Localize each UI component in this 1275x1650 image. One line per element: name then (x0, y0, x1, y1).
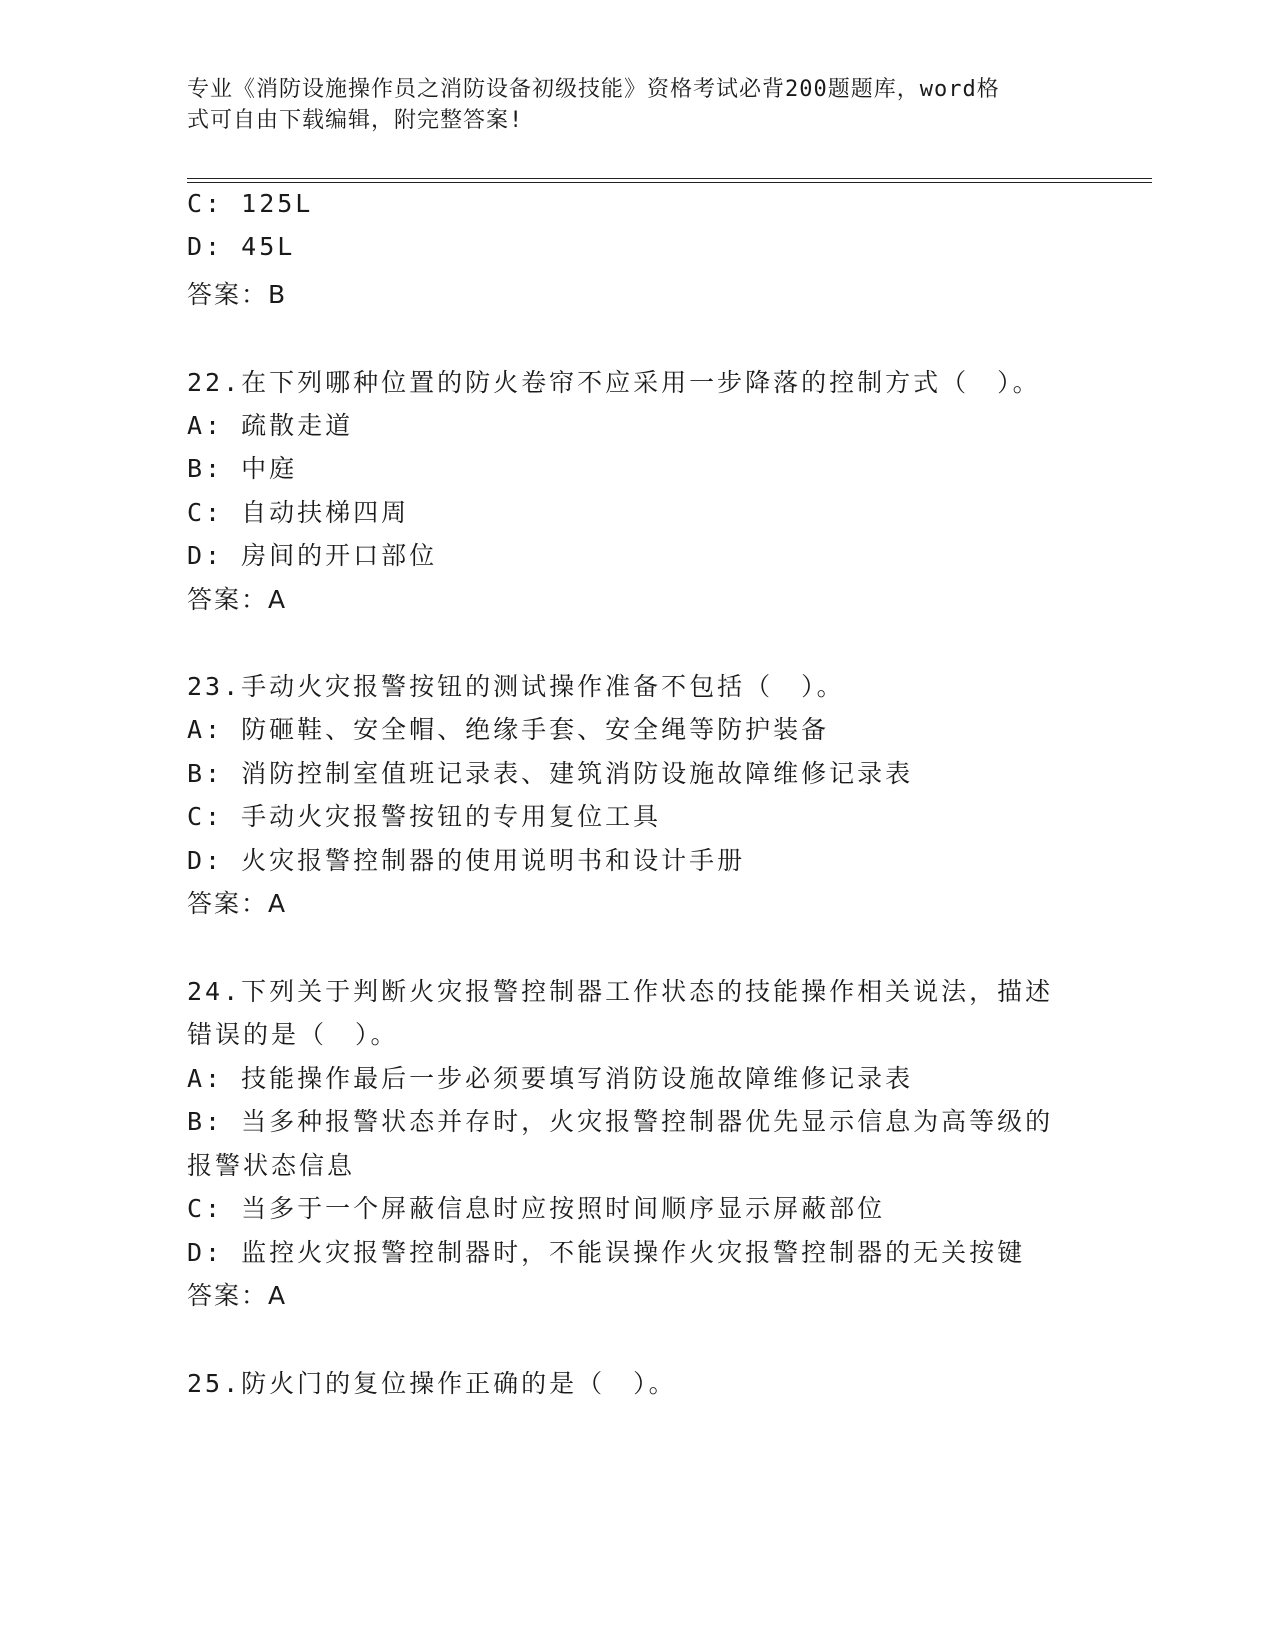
document-header (187, 74, 1067, 136)
question-22-option-d: D: 房间的开口部位 (187, 541, 438, 570)
question-22-option-a: A: 疏散走道 (187, 411, 354, 440)
question-23-stem: 23.手动火灾报警按钮的测试操作准备不包括（ ）。 (187, 672, 845, 701)
header-divider-top (187, 178, 1152, 179)
question-23-option-c: C: 手动火灾报警按钮的专用复位工具 (187, 802, 662, 831)
question-24-option-c: C: 当多于一个屏蔽信息时应按照时间顺序显示屏蔽部位 (187, 1194, 886, 1223)
question-24-option-a: A: 技能操作最后一步必须要填写消防设施故障维修记录表 (187, 1064, 914, 1093)
question-22-stem: 22.在下列哪种位置的防火卷帘不应采用一步降落的控制方式（ ）。 (187, 368, 1041, 397)
question-24-stem-line-1: 24.下列关于判断火灾报警控制器工作状态的技能操作相关说法，描述 (187, 977, 1054, 1006)
question-24-stem-line-2: 错误的是（ ）。 (187, 1020, 399, 1049)
prev-option-d: D: 45L (187, 232, 296, 261)
header-line-1: 专业《消防设施操作员之消防设备初级技能》资格考试必背200题题库，word格 (187, 77, 1000, 102)
question-23-option-b: B: 消防控制室值班记录表、建筑消防设施故障维修记录表 (187, 759, 914, 788)
question-24-option-b-line-2: 报警状态信息 (187, 1151, 356, 1180)
question-22-option-c: C: 自动扶梯四周 (187, 498, 410, 527)
prev-answer: 答案：B (187, 280, 288, 309)
question-22-answer: 答案：A (187, 585, 288, 614)
question-23-answer: 答案：A (187, 889, 288, 918)
question-22-option-b: B: 中庭 (187, 454, 298, 483)
question-25-stem: 25.防火门的复位操作正确的是（ ）。 (187, 1369, 677, 1398)
header-line-2: 式可自由下载编辑，附完整答案! (187, 108, 524, 133)
question-24-answer: 答案：A (187, 1281, 288, 1310)
question-24-option-b-line-1: B: 当多种报警状态并存时，火灾报警控制器优先显示信息为高等级的 (187, 1107, 1054, 1136)
prev-option-c: C: 125L (187, 189, 314, 218)
question-24-option-d: D: 监控火灾报警控制器时，不能误操作火灾报警控制器的无关按键 (187, 1238, 1026, 1267)
question-23-option-a: A: 防砸鞋、安全帽、绝缘手套、安全绳等防护装备 (187, 715, 830, 744)
question-23-option-d: D: 火灾报警控制器的使用说明书和设计手册 (187, 846, 746, 875)
header-divider-bottom (187, 182, 1152, 183)
